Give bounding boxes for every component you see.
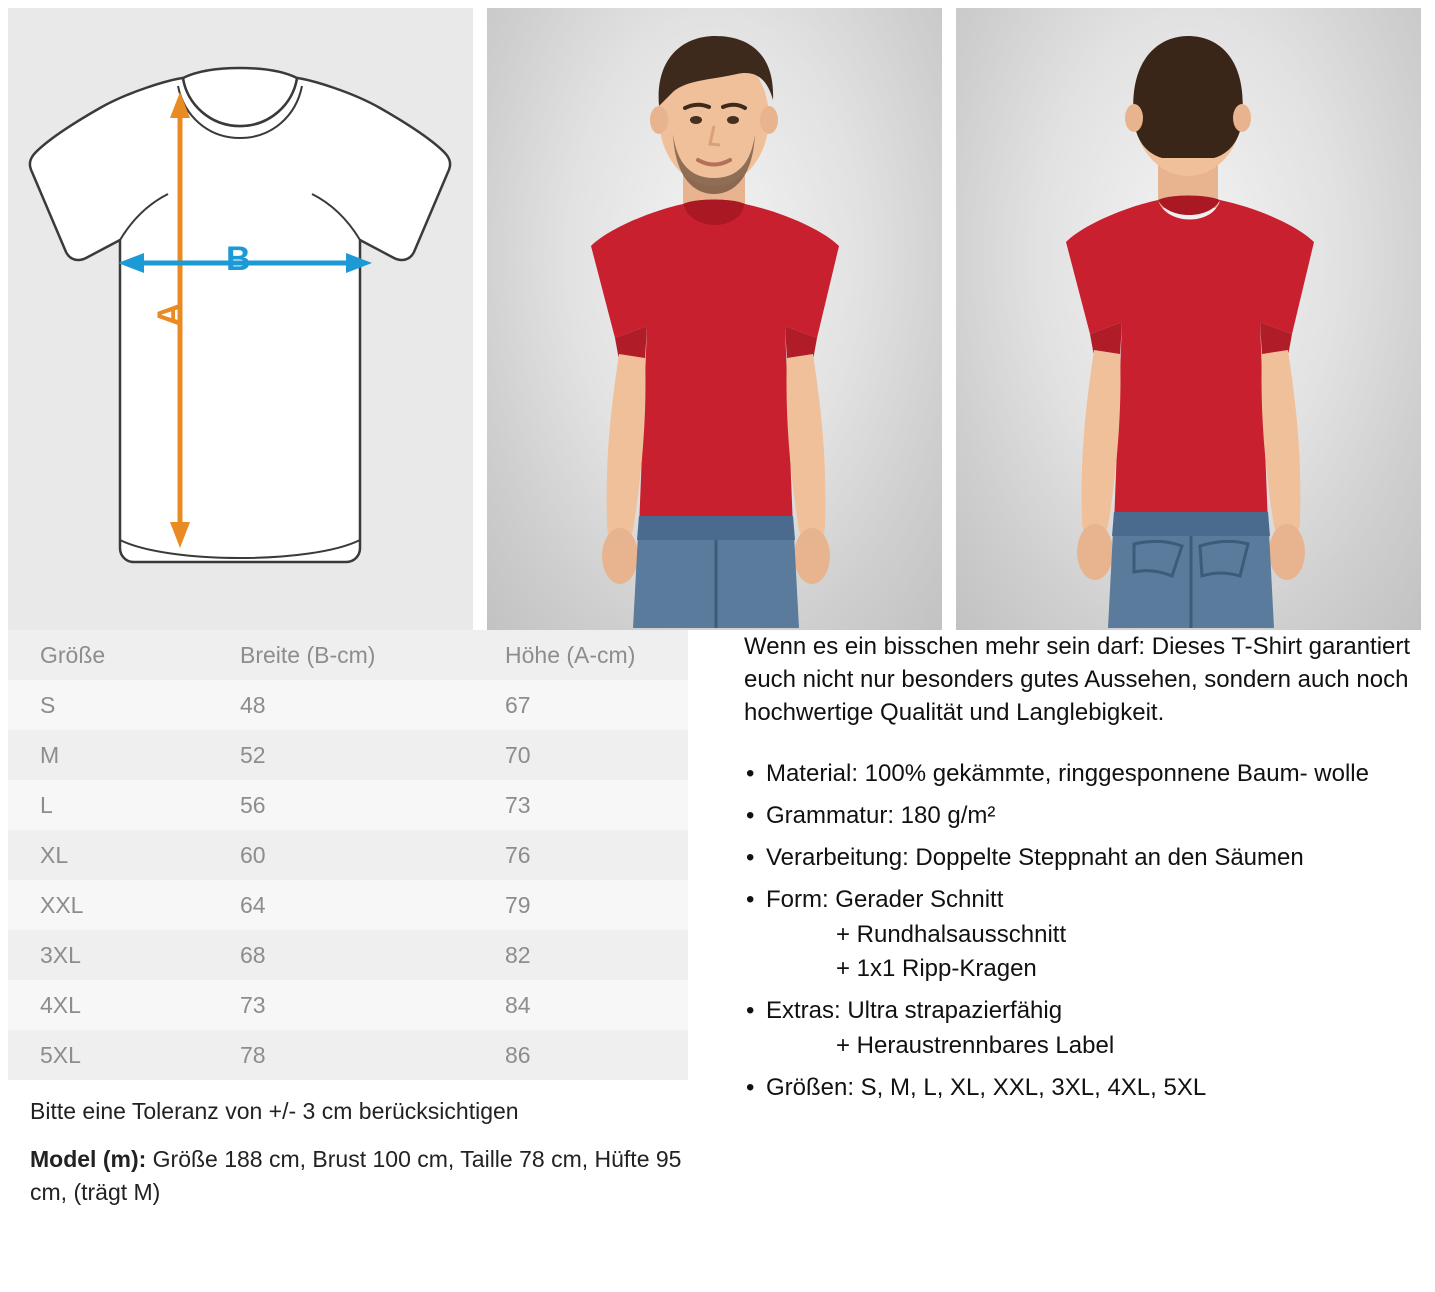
list-item	[744, 841, 1427, 876]
list-item	[744, 1071, 1427, 1106]
cell-height: 73	[505, 791, 531, 818]
schematic-image	[8, 8, 473, 630]
tolerance-note: Bitte eine Toleranz von +/- 3 cm berücksichtigen	[30, 1098, 519, 1124]
cell-height: 79	[505, 891, 531, 918]
width-measure-label: B	[226, 240, 252, 278]
list-item	[744, 883, 1427, 987]
size-table-column	[8, 630, 704, 1210]
model-front-illustration	[487, 8, 942, 628]
cell-width: 68	[240, 941, 266, 968]
details-section	[0, 630, 1435, 1210]
cell-width: 60	[240, 841, 266, 868]
height-measure-label: A	[151, 301, 190, 328]
product-image-row	[0, 0, 1435, 630]
table-header-row	[8, 630, 688, 680]
list-item	[744, 799, 1427, 834]
model-info	[30, 1143, 704, 1210]
cell-height: 82	[505, 941, 531, 968]
table-row	[8, 930, 688, 980]
cell-size: XL	[40, 841, 69, 868]
cell-width: 56	[240, 791, 266, 818]
cell-size: M	[40, 741, 60, 768]
cell-height: 86	[505, 1041, 531, 1068]
cell-height: 67	[505, 691, 531, 718]
table-row	[8, 980, 688, 1030]
cell-width: 52	[240, 741, 266, 768]
cell-width: 73	[240, 991, 266, 1018]
feature-subtext: + 1x1 Ripp-Kragen	[835, 955, 1037, 983]
column-header-size: Größe	[40, 641, 106, 668]
model-info-text: Größe 188 cm, Brust 100 cm, Taille 78 cm, Hüfte 95 cm, (trägt M)	[30, 1146, 682, 1206]
feature-subtext: + Rundhalsausschnitt	[835, 920, 1067, 948]
model-back-photo	[956, 8, 1421, 630]
cell-size: 5XL	[40, 1041, 81, 1068]
column-header-height: Höhe (A-cm)	[505, 641, 636, 668]
cell-width: 64	[240, 891, 266, 918]
feature-text: Verarbeitung: Doppelte Steppnaht an den Säumen	[765, 843, 1304, 871]
table-row	[8, 1030, 688, 1080]
list-item	[744, 757, 1427, 792]
cell-size: 3XL	[40, 941, 81, 968]
cell-size: XXL	[40, 891, 84, 918]
model-info-label: Model (m):	[30, 1146, 147, 1172]
cell-height: 84	[505, 991, 531, 1018]
model-front-photo	[487, 8, 942, 630]
feature-text: Grammatur: 180 g/m²	[765, 802, 996, 830]
description-intro: Wenn es ein bisschen mehr sein darf: Dieses T-Shirt garantiert euch nicht nur besonders gutes Aussehen, sondern auch noch hochwertige Qualität und Langlebigkeit.	[743, 633, 1411, 727]
feature-list	[744, 757, 1427, 1105]
table-row	[8, 880, 688, 930]
column-header-width: Breite (B-cm)	[240, 641, 376, 668]
cell-size: S	[40, 691, 56, 718]
list-item	[744, 994, 1427, 1064]
feature-text: Form: Gerader Schnitt	[765, 885, 1004, 913]
cell-height: 76	[505, 841, 531, 868]
model-back-illustration	[956, 8, 1421, 628]
cell-size: L	[40, 791, 53, 818]
cell-height: 70	[505, 741, 531, 768]
cell-size: 4XL	[40, 991, 81, 1018]
table-row	[8, 830, 688, 880]
feature-text: Größen: S, M, L, XL, XXL, 3XL, 4XL, 5XL	[765, 1073, 1207, 1101]
table-row	[8, 730, 688, 780]
size-table	[8, 630, 688, 1080]
table-row	[8, 780, 688, 830]
feature-text: Extras: Ultra strapazierfähig	[765, 997, 1063, 1025]
table-row	[8, 680, 688, 730]
description-column	[704, 630, 1427, 1210]
feature-subtext: + Heraustrennbares Label	[835, 1031, 1115, 1059]
cell-width: 78	[240, 1041, 266, 1068]
tshirt-schematic-icon	[8, 8, 473, 628]
cell-width: 48	[240, 691, 266, 718]
feature-text: Material: 100% gekämmte, ringgesponnene Baum- wolle	[765, 760, 1369, 788]
